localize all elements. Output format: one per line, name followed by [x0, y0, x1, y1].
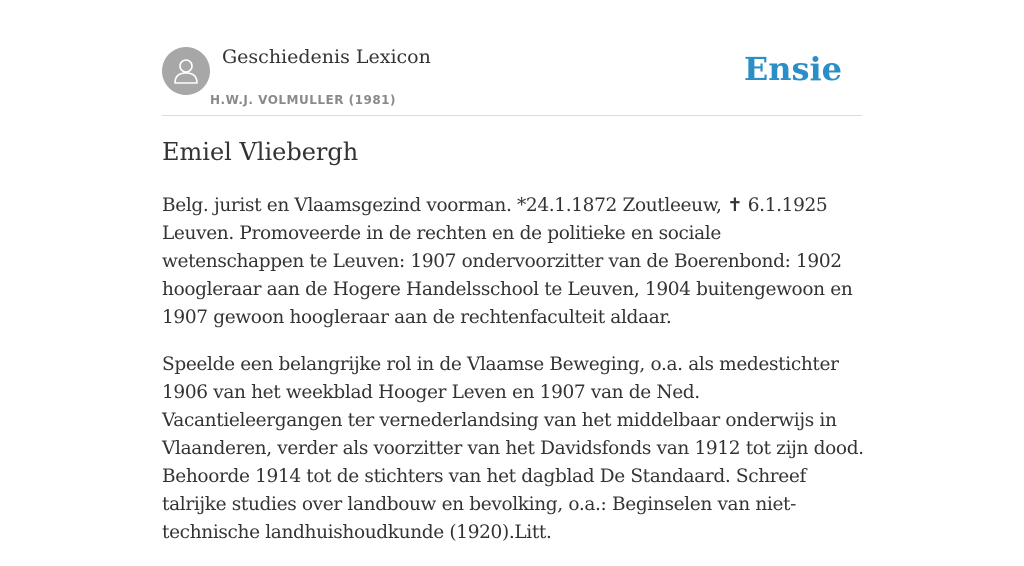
article-paragraph: Speelde een belangrijke rol in de Vlaamse Beweging, o.a. als medestichter 1906 van het weekblad Hooger Leven en 1907 van de Ned. Vacantieleergangen ter vernederlandsing van het middelbaar onderwijs in Vlaanderen, verder als voorzitter van het Davidsfonds van 1912 tot zijn dood. Behoorde 1914 tot de stichters van het dagblad De Standaard. Schreef talrijke studies over landbouw en bevolking, o.a.: Beginselen van niet-technische landhuishoudkunde (1920).Litt. [162, 354, 864, 543]
source-header [162, 46, 862, 116]
avatar[interactable] [162, 47, 210, 95]
brand-logo[interactable]: Ensie [743, 50, 842, 88]
user-icon [171, 56, 201, 86]
article-body [162, 192, 868, 566]
source-author[interactable]: H.W.J. VOLMULLER (1981) [210, 93, 397, 107]
source-title[interactable]: Geschiedenis Lexicon [222, 46, 431, 68]
page-title: Emiel Vliebergh [162, 138, 359, 166]
article-paragraph: Belg. jurist en Vlaamsgezind voorman. *24.1.1872 Zoutleeuw, ✝ 6.1.1925 Leuven. Promoveerde in de rechten en de politieke en sociale wetenschappen te Leuven: 1907 ondervoorzitter van de Boerenbond: 1902 hoogleraar aan de Hogere Handelsschool te Leuven, 1904 buitengewoon en 1907 gewoon hoogleraar aan de rechtenfaculteit aldaar. [162, 195, 853, 328]
